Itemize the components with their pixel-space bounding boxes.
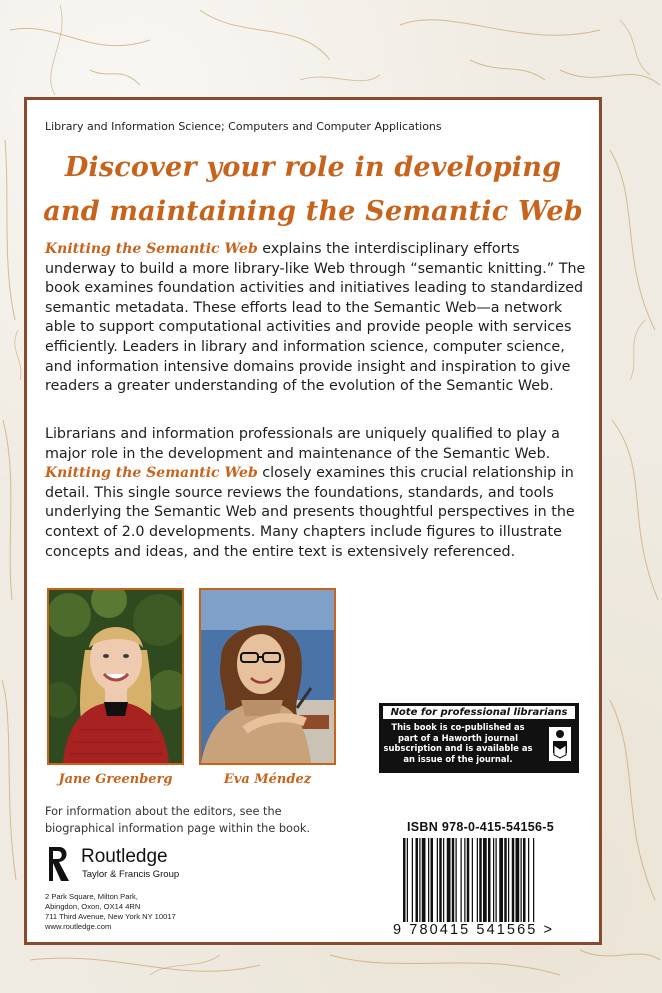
address-line: www.routledge.com <box>45 922 112 931</box>
publisher-tagline: Taylor & Francis Group <box>82 869 180 880</box>
editor-photo-jane-greenberg <box>47 588 184 765</box>
librarian-note-box <box>379 703 579 773</box>
paragraph-2-text-after: closely examines this crucial relationship in detail. This single source reviews the foundations, standards, and tools underlying the Semantic Web and presents thoughtful perspectives in the context of 2.0 developments. Many chapters include figures to illustrate concepts and ideas, and the entire text is extensively referenced. <box>45 465 575 560</box>
publisher-address <box>45 892 176 932</box>
reading-person-icon <box>549 727 571 761</box>
isbn-label: ISBN 978-0-415-54156-5 <box>407 820 554 834</box>
routledge-logo-icon <box>45 845 73 883</box>
book-title: Knitting the Semantic Web <box>45 241 258 257</box>
description-paragraph-1 <box>45 240 591 397</box>
description-paragraph-2 <box>45 425 591 562</box>
address-line: 711 Third Avenue, New York NY 10017 <box>45 912 176 921</box>
paragraph-1-text: explains the interdisciplinary efforts underway to build a more library-like Web through “semantic knitting.” The book examines foundation activities and initiatives leading to standardized semantic metadata. These efforts lead to the Semantic Web—a network able to support computational activities and provide people with services efficiently. Leaders in library and information science, computer science, and information intensive domains provide insight and inspiration to give readers a greater understanding of the evolution of the Semantic Web. <box>45 241 586 395</box>
subject-line: Library and Information Science; Computers and Computer Applications <box>45 120 442 133</box>
isbn-barcode <box>399 838 579 922</box>
book-title: Knitting the Semantic Web <box>45 465 258 482</box>
headline <box>27 146 599 234</box>
note-title: Note for professional librarians <box>383 706 575 719</box>
barcode-digits: 9 780415 541565 > <box>393 922 555 938</box>
headline-line-1: Discover your role in developing <box>64 152 562 183</box>
editor-name-jane-greenberg: Jane Greenberg <box>58 772 173 787</box>
editor-name-eva-mendez: Eva Méndez <box>223 772 312 787</box>
back-cover-panel <box>24 97 602 945</box>
note-text: This book is co-published as part of a Haworth journal subscription and is available as an issue of the journal. <box>383 722 533 764</box>
paragraph-2-text-before: Librarians and information professionals are uniquely qualified to play a major role in the development and maintenance of the Semantic Web. <box>45 426 560 462</box>
address-line: 2 Park Square, Milton Park, <box>45 892 138 901</box>
editors-info-text: For information about the editors, see the biographical information page within the book. <box>45 805 311 835</box>
headline-line-2: and maintaining the Semantic Web <box>43 196 583 227</box>
editor-photo-eva-mendez <box>199 588 336 765</box>
address-line: Abingdon, Oxon, OX14 4RN <box>45 902 141 911</box>
publisher-name: Routledge <box>81 846 168 867</box>
